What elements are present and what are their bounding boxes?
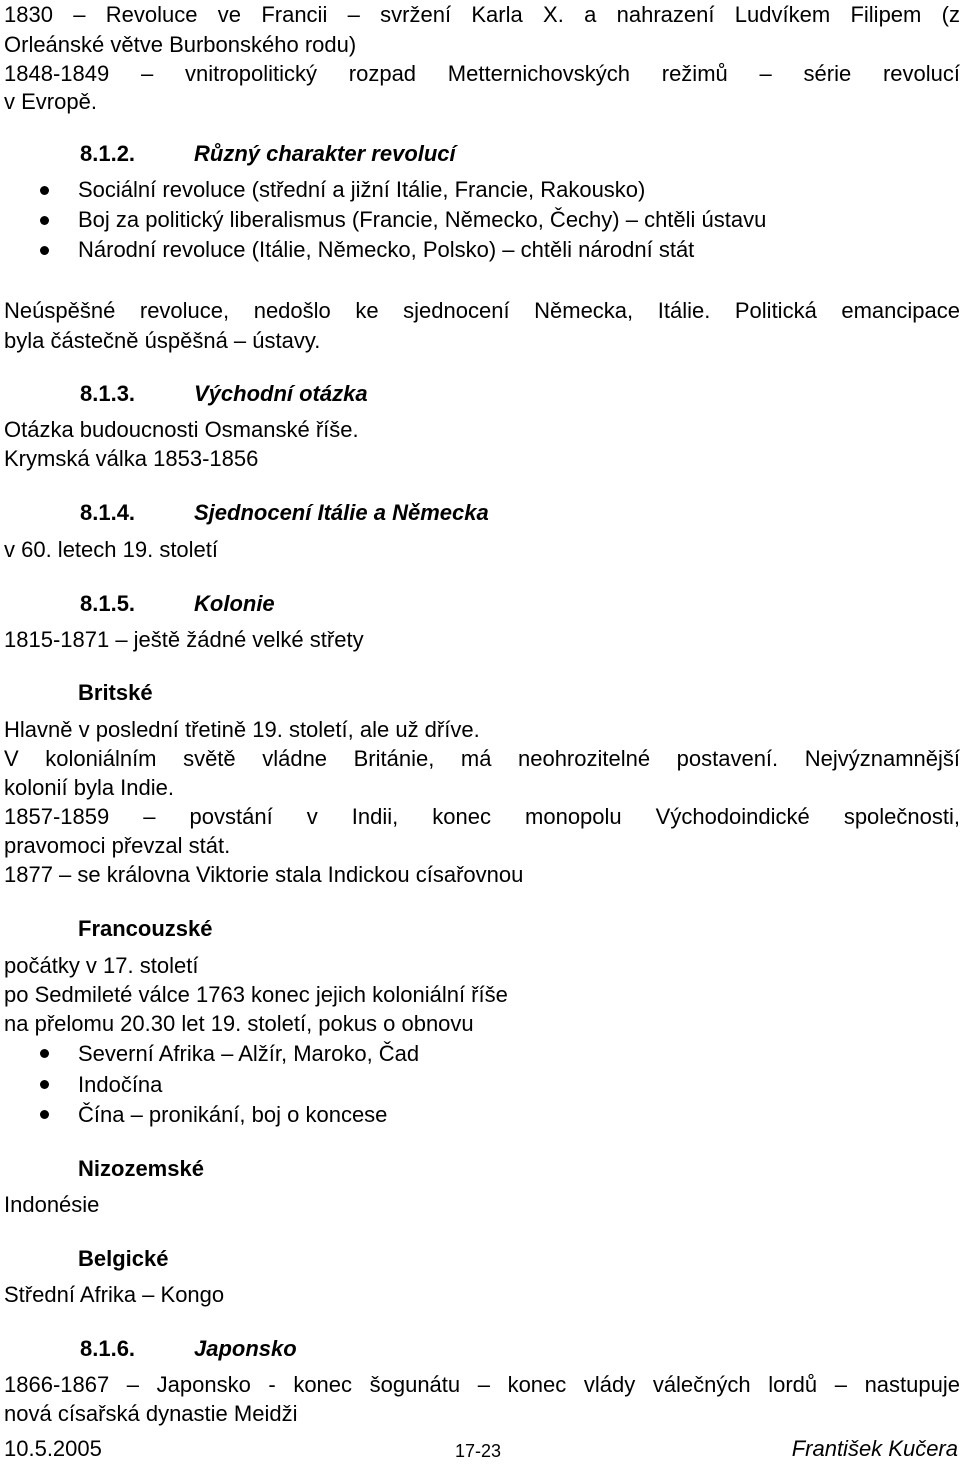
intro-line-4: v Evropě. — [4, 89, 97, 114]
paragraph-line: 1877 – se královna Viktorie stala Indickou císařovnou — [4, 862, 524, 887]
intro-line-2: Orleánské větve Burbonského rodu) — [4, 32, 357, 57]
subheading-dutch: Nizozemské — [78, 1156, 204, 1181]
section-title-812: Různý charakter revolucí — [194, 141, 456, 166]
list-item: Národní revoluce (Itálie, Německo, Polsko) – chtěli národní stát — [78, 237, 695, 262]
list-item: Indočína — [78, 1072, 163, 1097]
paragraph-line: Neúspěšné revoluce, nedošlo ke sjednocení Německa, Itálie. Politická emancipace — [4, 298, 960, 323]
list-item: Sociální revoluce (střední a jižní Itálie, Francie, Rakousko) — [78, 177, 646, 202]
bullet-icon — [40, 246, 49, 255]
paragraph-line: Krymská válka 1853-1856 — [4, 446, 259, 471]
footer-author: František Kučera — [791, 1436, 958, 1461]
paragraph-line: 1857-1859 – povstání v Indii, konec monopolu Východoindické společnosti, — [4, 804, 960, 829]
paragraph-line: po Sedmileté válce 1763 konec jejich koloniální říše — [4, 982, 508, 1007]
paragraph-line: kolonií byla Indie. — [4, 775, 174, 800]
intro-line-3: 1848-1849 – vnitropolitický rozpad Metternichovských režimů – série revolucí — [4, 61, 960, 86]
paragraph-line: počátky v 17. století — [4, 953, 199, 978]
bullet-icon — [40, 1049, 49, 1058]
section-number-813: 8.1.3. — [80, 381, 136, 406]
list-item: Boj za politický liberalismus (Francie, Německo, Čechy) – chtěli ústavu — [78, 207, 767, 232]
paragraph-line: Indonésie — [4, 1192, 100, 1217]
subheading-belgian: Belgické — [78, 1246, 169, 1271]
paragraph-line: nová císařská dynastie Meidži — [4, 1401, 298, 1426]
paragraph-line: 1815-1871 – ještě žádné velké střety — [4, 627, 364, 652]
subheading-british: Britské — [78, 680, 153, 705]
paragraph-line: Hlavně v poslední třetině 19. století, ale už dříve. — [4, 717, 480, 742]
section-number-815: 8.1.5. — [80, 591, 136, 616]
paragraph-line: na přelomu 20.30 let 19. století, pokus o obnovu — [4, 1011, 474, 1036]
footer-date: 10.5.2005 — [4, 1436, 102, 1461]
section-title-816: Japonsko — [194, 1336, 297, 1361]
subheading-french: Francouzské — [78, 916, 213, 941]
footer-page-number: 17-23 — [455, 1441, 502, 1461]
paragraph-line: byla částečně úspěšná – ústavy. — [4, 328, 321, 353]
list-item: Severní Afrika – Alžír, Maroko, Čad — [78, 1041, 420, 1066]
paragraph-line: V koloniálním světě vládne Británie, má neohrozitelné postavení. Nejvýznamnější — [4, 746, 960, 771]
paragraph-line: 1866-1867 – Japonsko - konec šogunátu – konec vlády válečných lordů – nastupuje — [4, 1372, 960, 1397]
bullet-icon — [40, 1110, 49, 1119]
section-number-814: 8.1.4. — [80, 500, 136, 525]
section-title-814: Sjednocení Itálie a Německa — [194, 500, 489, 525]
bullet-icon — [40, 186, 49, 195]
intro-line-1: 1830 – Revoluce ve Francii – svržení Karla X. a nahrazení Ludvíkem Filipem (z — [4, 2, 960, 27]
paragraph-line: pravomoci převzal stát. — [4, 833, 231, 858]
paragraph-line: Střední Afrika – Kongo — [4, 1282, 225, 1307]
bullet-icon — [40, 216, 49, 225]
bullet-icon — [40, 1080, 49, 1089]
section-title-815: Kolonie — [194, 591, 275, 616]
paragraph-line: v 60. letech 19. století — [4, 537, 219, 562]
section-title-813: Východní otázka — [194, 381, 368, 406]
section-number-812: 8.1.2. — [80, 141, 136, 166]
section-number-816: 8.1.6. — [80, 1336, 136, 1361]
paragraph-line: Otázka budoucnosti Osmanské říše. — [4, 417, 359, 442]
list-item: Čína – pronikání, boj o koncese — [78, 1102, 388, 1127]
